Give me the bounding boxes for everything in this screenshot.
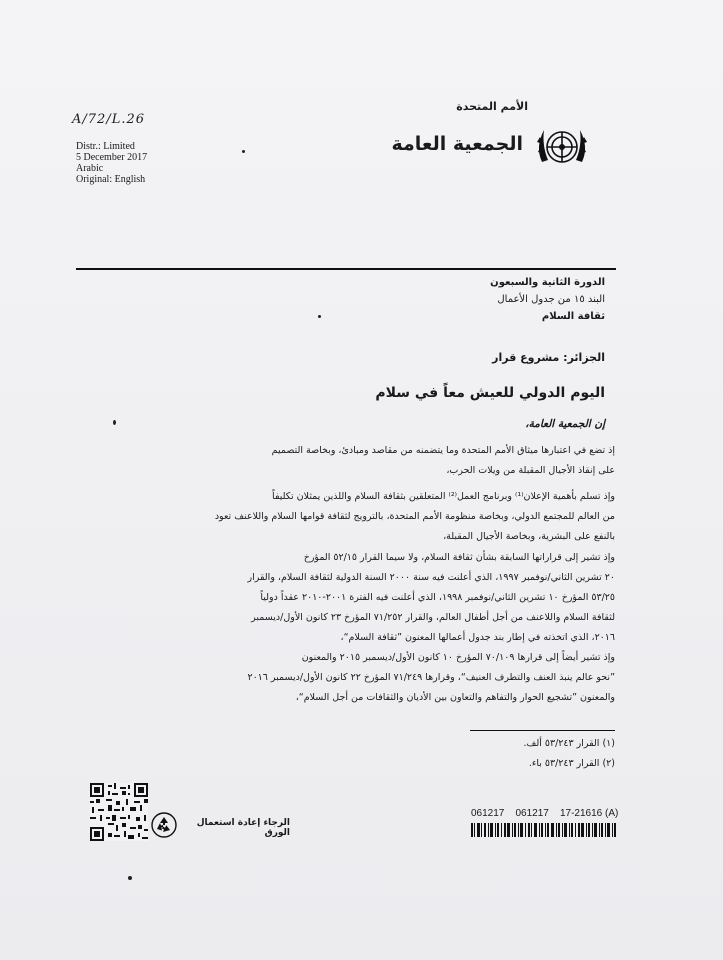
doc-language: Arabic [76, 163, 104, 174]
paragraph-line: وإذ تشير أيضاً إلى قرارها ٧٠/١٠٩ المؤرخ ١٠ كانون الأول/ديسمبر ٢٠١٥ والمعنون [301, 652, 615, 663]
paragraph-line: ٢٠١٦، الذي اتخذته في إطار بند جدول أعمالها المعنون ”ثقافة السلام“، [340, 632, 615, 643]
session-info [285, 274, 605, 325]
recycle-text: الرجاء إعادة استعمال الورق [196, 818, 290, 838]
footnotes [415, 734, 615, 774]
preamble-paragraph-1 [115, 441, 615, 481]
document-symbol: A/72/L.26 [72, 112, 145, 127]
footnote-divider [470, 730, 615, 731]
preamble-paragraph-2 [115, 487, 615, 547]
agenda-item: البند ١٥ من جدول الأعمال [497, 294, 605, 305]
distribution-block [76, 141, 147, 185]
barcode [471, 822, 616, 836]
paragraph-line: وإذ تسلم بأهمية الإعلان⁽¹⁾ وبرنامج العمل⁽²⁾ المتعلقين بثقافة السلام واللذين يمثلان تكليفاً [272, 491, 615, 502]
session-number: الدورة الثانية والسبعون [490, 277, 605, 288]
preamble-paragraph-3 [115, 548, 615, 648]
paragraph-line: من العالم للمجتمع الدولي، وبخاصة منظومة الأمم المتحدة، بالترويج لثقافة قوامها السلام واللاعنف تعود [214, 511, 615, 522]
paragraph-line: إذ تضع في اعتبارها ميثاق الأمم المتحدة وما يتضمنه من مقاصد ومبادئ، وبخاصة التصميم [271, 445, 615, 456]
paragraph-line: ٢٠ تشرين الثاني/نوفمبر ١٩٩٧، الذي أعلنت فيه سنة ٢٠٠٠ السنة الدولية لثقافة السلام، والقرار [247, 572, 615, 583]
agenda-item-title: ثقافة السلام [541, 311, 605, 322]
un-emblem-icon [532, 122, 592, 174]
preamble-paragraph-4 [115, 648, 615, 708]
paragraph-line: لثقافة السلام واللاعنف من أجل أطفال العالم، والقرار ٧١/٢٥٢ المؤرخ ٢٣ كانون الأول/ديسمبر [251, 612, 615, 623]
paragraph-line: وإذ تشير إلى قراراتها السابقة بشأن ثقافة السلام، ولا سيما القرار ٥٢/١٥ المؤرخ [303, 552, 615, 563]
scan-speck [318, 315, 321, 318]
doc-original: Original: English [76, 174, 146, 185]
resolution-title: اليوم الدولي للعيش معاً في سلام [375, 385, 605, 401]
recycle-icon [151, 812, 177, 838]
paragraph-line: على إنقاذ الأجيال المقبلة من ويلات الحرب، [446, 465, 615, 476]
general-assembly-title: الجمعية العامة [391, 133, 523, 155]
doc-date: 5 December 2017 [76, 152, 148, 163]
un-name: الأمم المتحدة [456, 100, 528, 113]
scan-speck [242, 150, 245, 153]
scan-speck [128, 876, 132, 880]
scan-speck [113, 420, 116, 425]
barcode-text: 061217 061217 17-21616 (A) [471, 808, 619, 819]
paragraph-line: بالنفع على البشرية، وبخاصة الأجيال المقبلة، [443, 531, 615, 542]
header-divider [76, 268, 616, 270]
assembly-intro: إن الجمعية العامة، [525, 418, 605, 430]
distr-limited: Distr.: Limited [76, 141, 135, 152]
footnote-2: (٢) القرار ٥٣/٢٤٣ باء. [528, 758, 615, 769]
paragraph-line: ”نحو عالم ينبذ العنف والتطرف العنيف“، وقرارها ٧١/٢٤٩ المؤرخ ٢٢ كانون الأول/ديسمبر ٢٠١٦ [247, 672, 615, 683]
footnote-1: (١) القرار ٥٣/٢٤٣ ألف. [523, 738, 615, 749]
qr-code [90, 783, 148, 841]
draft-label: الجزائر: مشروع قرار [492, 351, 605, 364]
paragraph-line: والمعنون ”تشجيع الحوار والتفاهم والتعاون بين الأديان والثقافات من أجل السلام“، [295, 692, 615, 703]
paragraph-line: ٥٣/٢٥ المؤرخ ١٠ تشرين الثاني/نوفمبر ١٩٩٨، الذي أعلنت فيه الفترة ٢٠٠١-٢٠١٠ عقداً دولياً [260, 592, 615, 603]
